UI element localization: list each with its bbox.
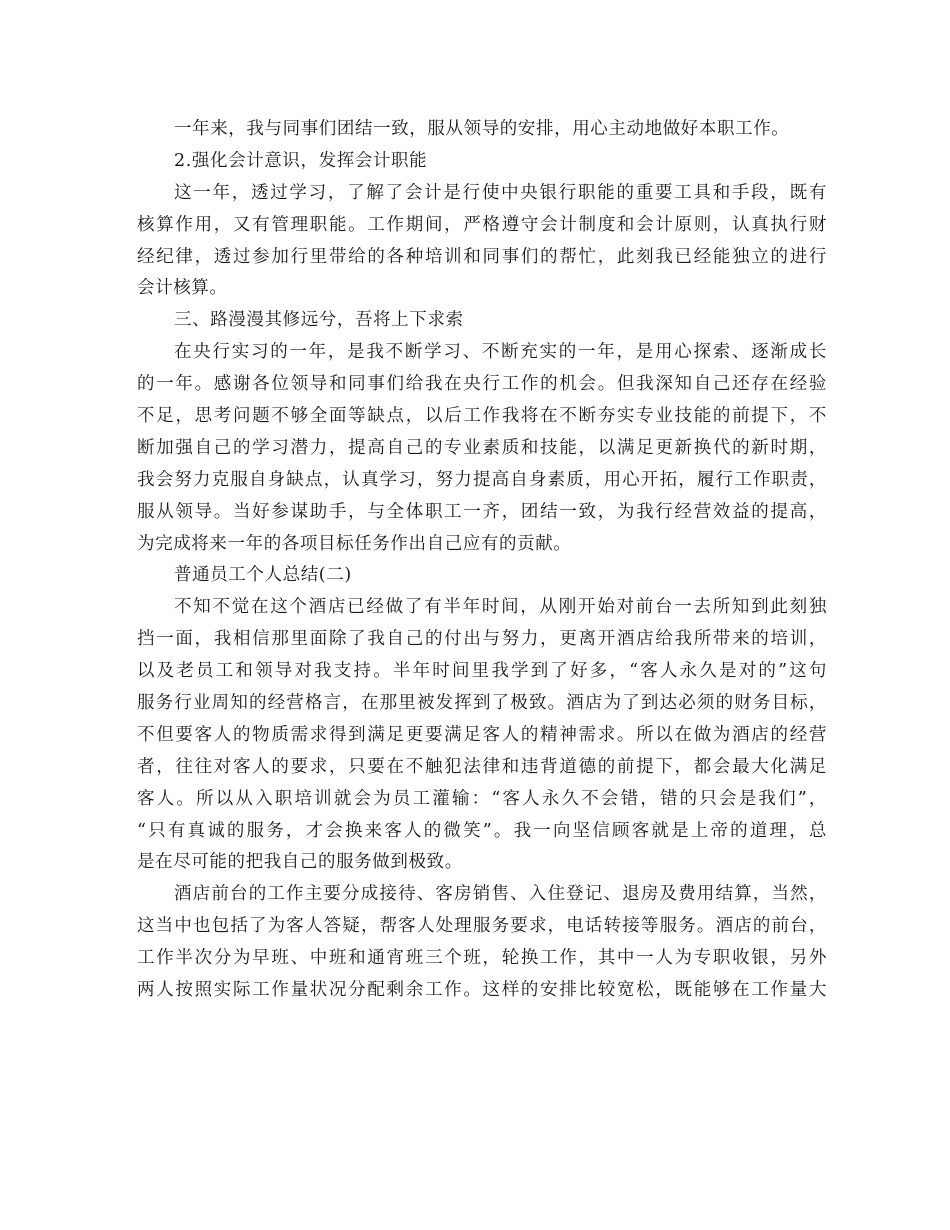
text-line: 核算作用，又有管理职能。工作期间，严格遵守会计制度和会计原则，认真执行财 [137,214,827,235]
text-line: 挡一面，我相信那里面除了我自己的付出与努力，更离开酒店给我所带来的培训， [137,629,827,650]
text-line: 酒店前台的工作主要分成接待、客房销售、入住登记、退房及费用结算，当然， [174,884,827,905]
text-line: 为完成将来一年的各项目标任务作出自己应有的贡献。 [137,533,572,554]
text-line: 是在尽可能的把我自己的服务做到极致。 [137,852,463,873]
text-line: 不但要客人的物质需求得到满足更要满足客人的精神需求。所以在做为酒店的经营 [137,724,827,745]
text-line: 服务行业周知的经营格言，在那里被发挥到了极致。酒店为了到达必须的财务目标， [137,693,827,714]
text-line: 三、路漫漫其修远兮，吾将上下求索 [174,310,464,331]
text-line: 以及老员工和领导对我支持。半年时间里我学到了好多，“客人永久是对的”这句 [137,661,827,682]
text-line: 经纪律，透过参加行里带给的各种培训和同事们的帮忙，此刻我已经能独立的进行 [137,246,827,267]
text-line: 我会努力克服自身缺点，认真学习，努力提高自身素质，用心开拓，履行工作职责， [137,469,827,490]
text-line: 不足，思考问题不够全面等缺点，以后工作我将在不断夯实专业技能的前提下，不 [137,406,827,427]
text-line: 在央行实习的一年，是我不断学习、不断充实的一年，是用心探索、逐渐成长 [174,342,827,363]
text-line: 两人按照实际工作量状况分配剩余工作。这样的安排比较宽松，既能够在工作量大 [137,980,827,1001]
text-line: 客人。所以从入职培训就会为员工灌输：“客人永久不会错，错的只会是我们”， [137,788,827,809]
document-body [137,116,827,1009]
text-line: “只有真诚的服务，才会换来客人的微笑”。我一向坚信顾客就是上帝的道理，总 [137,820,827,841]
text-line: 不知不觉在这个酒店已经做了有半年时间，从刚开始对前台一去所知到此刻独 [174,597,827,618]
text-line: 一年来，我与同事们团结一致，服从领导的安排，用心主动地做好本职工作。 [174,119,790,139]
text-line: 普通员工个人总结(二) [174,565,352,586]
text-line: 服从领导。当好参谋助手，与全体职工一齐，团结一致，为我行经营效益的提高， [137,501,827,522]
text-line: 断加强自己的学习潜力，提高自己的专业素质和技能，以满足更新换代的新时期， [137,437,827,458]
text-line: 的一年。感谢各位领导和同事们给我在央行工作的机会。但我深知自己还存在经验 [137,374,827,395]
text-line: 2.强化会计意识，发挥会计职能 [174,150,428,171]
text-line: 这当中也包括了为客人答疑，帮客人处理服务要求，电话转接等服务。酒店的前台， [137,916,827,937]
text-line: 这一年，透过学习，了解了会计是行使中央银行职能的重要工具和手段，既有 [174,182,827,203]
text-line: 会计核算。 [137,278,228,299]
text-line: 者，往往对客人的要求，只要在不触犯法律和违背道德的前提下，都会最大化满足 [137,756,827,777]
text-line: 工作半次分为早班、中班和通宵班三个班，轮换工作，其中一人为专职收银，另外 [137,948,827,969]
